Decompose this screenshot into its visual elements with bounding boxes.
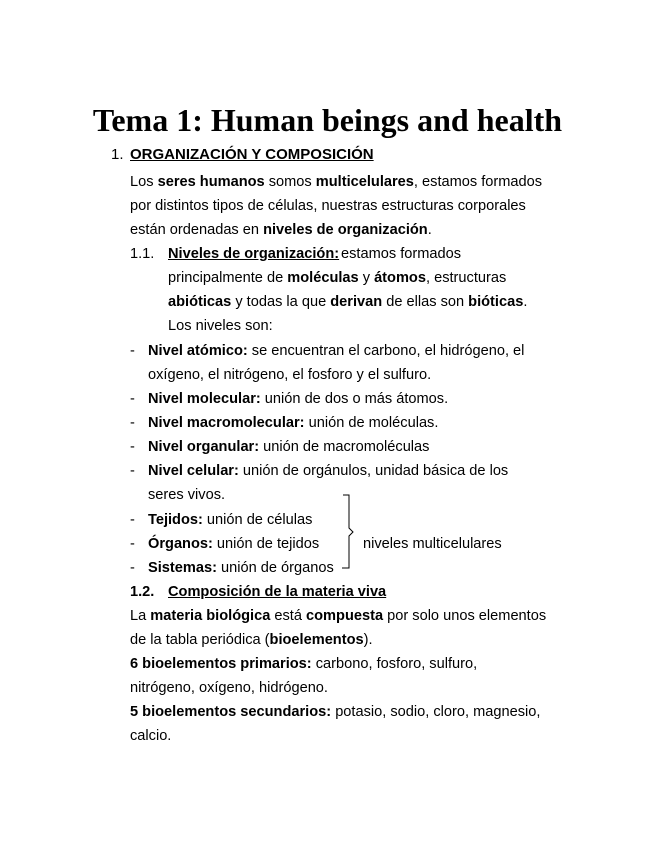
level-text: unión de órganos — [216, 560, 334, 576]
section-heading: ORGANIZACIÓN Y COMPOSICIÓN — [130, 146, 374, 163]
bold-text: bióticas — [468, 294, 524, 310]
level-label: Nivel celular: — [148, 463, 239, 479]
list-item-continuation: oxígeno, el nitrógeno, el fosforo y el sulfuro. — [148, 367, 432, 383]
text-run: carbono, fosforo, sulfuro, — [311, 656, 478, 672]
level-label: Nivel atómico: — [148, 343, 248, 359]
text-run: potasio, sodio, cloro, magnesio, — [331, 704, 541, 720]
text-run: y — [358, 270, 375, 286]
intro-line — [130, 221, 432, 239]
level-text: unión de macromoléculas — [259, 439, 430, 455]
list-item — [148, 559, 334, 577]
text-run: de ellas son — [382, 294, 469, 310]
text-run: de la tabla periódica ( — [130, 632, 270, 648]
text-run: ). — [363, 632, 373, 648]
text-run: Los niveles son: — [168, 318, 273, 334]
list-item-continuation: seres vivos. — [148, 487, 226, 503]
list-item — [148, 462, 508, 480]
bold-text: materia biológica — [150, 608, 271, 624]
text-run: , estamos formados — [413, 174, 543, 190]
list-bullet: - — [130, 463, 135, 479]
text-run: estamos formados — [341, 246, 462, 262]
level-label: Órganos: — [148, 536, 213, 552]
subsection-line — [168, 269, 506, 287]
text-run: nitrógeno, oxígeno, hidrógeno. — [130, 680, 328, 696]
level-text: unión de tejidos — [212, 536, 320, 552]
intro-line — [130, 173, 542, 191]
text-run: La — [130, 608, 151, 624]
page-title: Tema 1: Human beings and health — [92, 102, 563, 138]
text-run: y todas la que — [231, 294, 331, 310]
subsection-line — [168, 293, 527, 311]
subsection-heading: Composición de la materia viva — [168, 584, 387, 600]
list-item — [148, 390, 448, 408]
bold-text: compuesta — [306, 608, 384, 624]
list-item — [148, 342, 524, 360]
level-text: se encuentran el carbono, el hidrógeno, el — [247, 343, 525, 359]
bold-text: abióticas — [168, 294, 232, 310]
text-run: por solo unos elementos — [383, 608, 547, 624]
list-bullet: - — [130, 512, 135, 528]
text-run: están ordenadas en — [130, 222, 264, 238]
text-run: Los — [130, 174, 158, 190]
level-text: unión de células — [202, 512, 313, 528]
bold-text: multicelulares — [315, 174, 414, 190]
bold-text: niveles de organización — [263, 222, 428, 238]
list-bullet: - — [130, 439, 135, 455]
list-bullet: - — [130, 343, 135, 359]
brace-label: niveles multicelulares — [363, 536, 502, 552]
text-run: somos — [264, 174, 316, 190]
paragraph-line — [130, 727, 171, 745]
subsection-line — [168, 317, 273, 335]
level-text: unión de dos o más átomos. — [260, 391, 449, 407]
list-item — [148, 535, 319, 553]
list-bullet: - — [130, 536, 135, 552]
text-run: principalmente de — [168, 270, 288, 286]
list-bullet: - — [130, 415, 135, 431]
text-run: , estructuras — [425, 270, 507, 286]
bold-text: 6 bioelementos primarios: — [130, 656, 312, 672]
subsection-heading: Niveles de organización: — [168, 246, 340, 262]
text-run: calcio. — [130, 728, 172, 744]
subsection-line — [341, 245, 461, 263]
bold-text: átomos — [374, 270, 426, 286]
paragraph-line — [130, 631, 373, 649]
bold-text: seres humanos — [157, 174, 265, 190]
text-run: . — [427, 222, 432, 238]
level-label: Sistemas: — [148, 560, 217, 576]
paragraph-line — [130, 703, 540, 721]
bold-text: derivan — [330, 294, 383, 310]
text-run: . — [523, 294, 528, 310]
list-item — [148, 511, 312, 529]
level-text: unión de orgánulos, unidad básica de los — [238, 463, 509, 479]
text-run: está — [270, 608, 307, 624]
subsection-number: 1.1. — [130, 246, 155, 262]
list-item — [148, 414, 438, 432]
level-label: Nivel molecular: — [148, 391, 261, 407]
list-bullet: - — [130, 391, 135, 407]
text-run: por distintos tipos de células, nuestras estructuras corporales — [130, 198, 526, 214]
paragraph-line — [130, 655, 477, 673]
level-label: Nivel macromolecular: — [148, 415, 305, 431]
level-label: Tejidos: — [148, 512, 203, 528]
list-item — [148, 438, 429, 456]
level-text: unión de moléculas. — [304, 415, 439, 431]
bold-text: bioelementos — [269, 632, 364, 648]
paragraph-line — [130, 607, 546, 625]
brace-icon — [341, 494, 355, 570]
bold-text: moléculas — [287, 270, 359, 286]
section-number: 1. — [111, 146, 124, 163]
list-bullet: - — [130, 560, 135, 576]
intro-line — [130, 197, 526, 215]
bold-text: 5 bioelementos secundarios: — [130, 704, 332, 720]
paragraph-line — [130, 679, 328, 697]
subsection-number: 1.2. — [130, 584, 155, 600]
level-label: Nivel organular: — [148, 439, 260, 455]
